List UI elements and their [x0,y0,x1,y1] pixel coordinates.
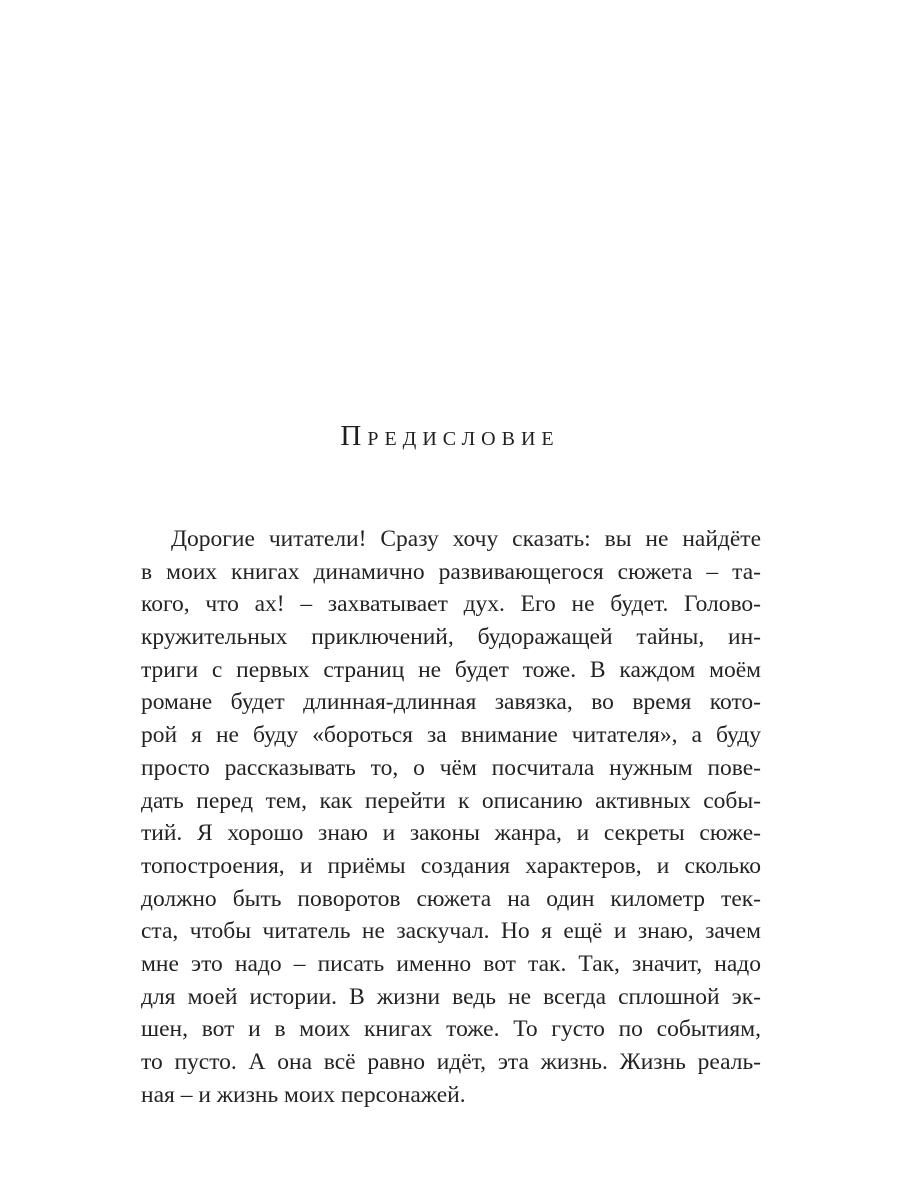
text-line: кого, что ах! – захватывает дух. Его не будет. Голово- [141,591,761,618]
text-line: просто рассказывать то, о чём посчитала нужным пове- [141,754,761,781]
text-line: рой я не буду «бороться за внимание читателя», а буду [141,722,761,749]
text-line: тий. Я хорошо знаю и законы жанра, и секреты сюже- [141,820,761,847]
text-line: ная – и жизнь моих персонажей. [141,1081,466,1108]
chapter-title: Предисловие [340,420,560,452]
preface-paragraph [141,523,761,1111]
text-line: то пусто. А она всё равно идёт, эта жизнь. Жизнь реаль- [141,1049,761,1075]
text-line: в моих книгах динамично развивающегося сюжета – та- [141,558,761,585]
text-line: романе будет длинная-длинная завязка, во время кото- [141,689,761,716]
text-line: шен, вот и в моих книгах тоже. То густо по событиям, [141,1016,761,1043]
text-line: для моей истории. В жизни ведь не всегда сплошной эк- [141,983,761,1010]
text-line: триги с первых страниц не будет тоже. В каждом моём [141,656,761,683]
text-line: мне это надо – писать именно вот так. Так, значит, надо [141,950,761,977]
text-line: ста, чтобы читатель не заскучал. Но я ещё и знаю, зачем [141,918,761,945]
text-line: топостроения, и приёмы создания характеров, и сколько [141,852,761,879]
text-line: кружительных приключений, будоражащей тайны, ин- [141,624,761,651]
text-line: должно быть поворотов сюжета на один километр тек- [141,885,761,912]
text-line: дать перед тем, как перейти к описанию активных собы- [141,787,761,814]
text-line: Дорогие читатели! Сразу хочу сказать: вы не найдёте [171,526,761,552]
